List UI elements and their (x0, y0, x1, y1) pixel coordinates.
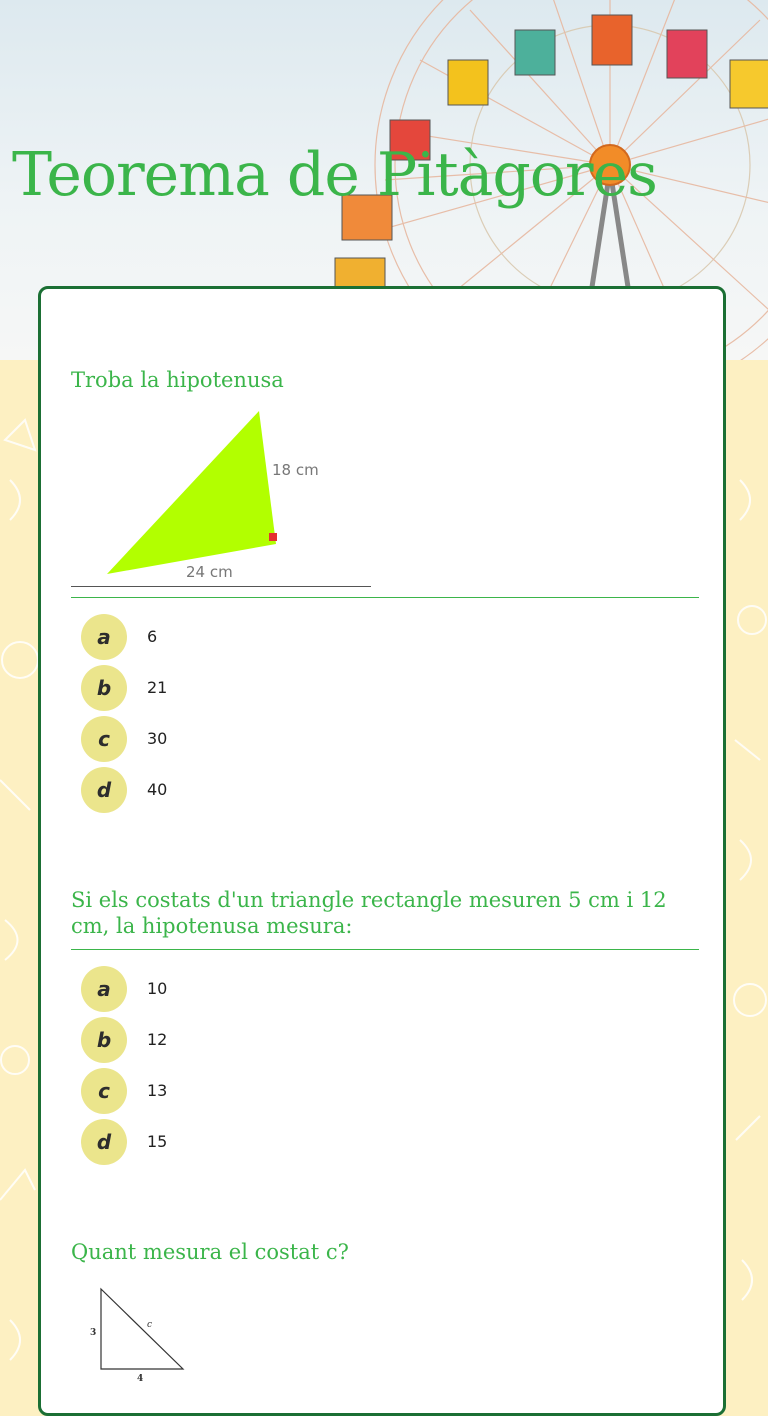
answer-option-b[interactable] (81, 662, 681, 713)
answer-option-a[interactable] (81, 963, 681, 1014)
question-1 (71, 367, 699, 802)
option-letter: a (81, 614, 127, 660)
option-value: 6 (147, 627, 158, 646)
right-angle-mark (269, 533, 277, 541)
side-left-label: 3 (90, 1328, 97, 1338)
right-triangle-diagram (87, 1285, 217, 1385)
question-text: Troba la hipotenusa (71, 368, 284, 392)
triangle-diagram (71, 399, 371, 584)
option-value: 40 (147, 780, 168, 799)
option-letter: d (81, 767, 127, 813)
answer-option-c[interactable] (81, 1065, 681, 1116)
option-value: 13 (147, 1081, 168, 1100)
image-underline (71, 586, 371, 587)
option-letter: c (81, 1068, 127, 1114)
answer-list (81, 963, 681, 1167)
question-text: Si els costats d'un triangle rectangle mesuren 5 cm i 12 cm, la hipotenusa mesura: (71, 888, 667, 938)
answer-option-a[interactable] (81, 611, 681, 662)
answer-option-b[interactable] (81, 1014, 681, 1065)
question-3 (71, 1239, 699, 1384)
option-value: 12 (147, 1030, 168, 1049)
answer-option-d[interactable] (81, 764, 681, 815)
option-letter: a (81, 966, 127, 1012)
side-a-label: 18 cm (272, 461, 319, 479)
question-divider (71, 949, 699, 950)
question-divider (71, 597, 699, 598)
page-title: Teorema de Pitàgores (12, 140, 657, 210)
option-letter: b (81, 1017, 127, 1063)
answer-option-c[interactable] (81, 713, 681, 764)
worksheet-card (38, 286, 726, 1416)
option-letter: d (81, 1119, 127, 1165)
question-2 (71, 887, 699, 1154)
option-letter: b (81, 665, 127, 711)
option-value: 10 (147, 979, 168, 998)
side-bottom-label: 4 (137, 1374, 144, 1384)
option-value: 15 (147, 1132, 168, 1151)
option-value: 21 (147, 678, 168, 697)
hypotenuse-label: c (147, 1320, 153, 1330)
question-text: Quant mesura el costat c? (71, 1240, 349, 1264)
answer-list (81, 611, 681, 815)
answer-option-d[interactable] (81, 1116, 681, 1167)
option-letter: c (81, 716, 127, 762)
option-value: 30 (147, 729, 168, 748)
side-b-label: 24 cm (186, 563, 233, 581)
